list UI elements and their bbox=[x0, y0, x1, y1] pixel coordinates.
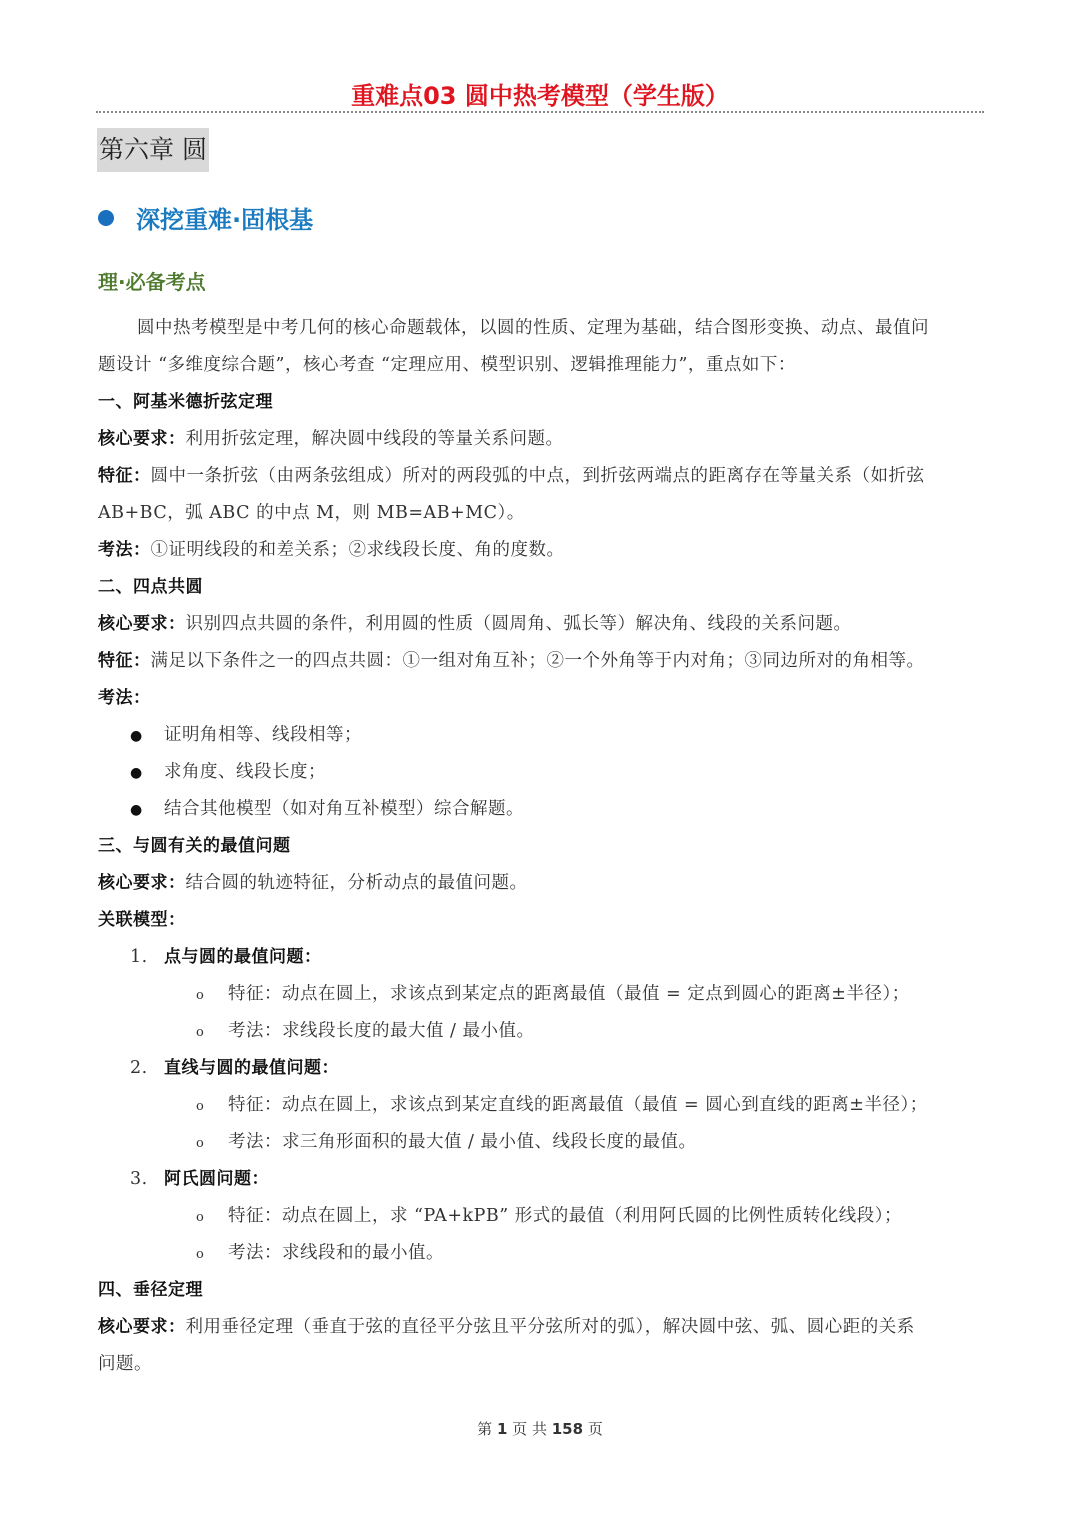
sub-heading: 理·必备考点 bbox=[98, 270, 206, 294]
s3-heading: 三、与圆有关的最值问题 bbox=[98, 836, 291, 856]
bullet-icon: ● bbox=[130, 765, 143, 781]
s2-feat: 特征：满足以下条件之一的四点共圆：①一组对角互补；②一个外角等于内对角；③同边所对的角相等。 bbox=[98, 651, 925, 671]
sub-item: o 考法：求三角形面积的最大值 / 最小值、线段长度的最值。 bbox=[98, 1124, 988, 1161]
numbered-item: 1. 点与圆的最值问题： bbox=[130, 947, 322, 967]
s1-exam: 考法：①证明线段的和差关系；②求线段长度、角的度数。 bbox=[98, 540, 565, 560]
s1-feat-cont: AB+BC，弧 ABC 的中点 M，则 MB=AB+MC）。 bbox=[98, 503, 525, 523]
s4-heading: 四、垂径定理 bbox=[98, 1280, 203, 1300]
section-heading-text: 深挖重难·固根基 bbox=[136, 206, 314, 234]
sub-item: o 特征：动点在圆上，求该点到某定直线的距离最值（最值 = 圆心到直线的距离±半径）； bbox=[98, 1087, 988, 1124]
intro-line: 圆中热考模型是中考几何的核心命题载体，以圆的性质、定理为基础，结合图形变换、动点、最值问 bbox=[137, 318, 929, 338]
circle-bullet-icon: o bbox=[196, 1136, 205, 1151]
circle-bullet-icon: o bbox=[196, 1099, 205, 1114]
page-footer: 第 1 页 共 158 页 bbox=[477, 1420, 603, 1438]
circle-bullet-icon: o bbox=[196, 1025, 205, 1040]
list-item: ● 求角度、线段长度； bbox=[98, 754, 988, 791]
s3-model-label: 关联模型： bbox=[98, 910, 186, 930]
s2-req: 核心要求：识别四点共圆的条件，利用圆的性质（圆周角、弧长等）解决角、线段的关系问题。 bbox=[98, 614, 852, 634]
circle-bullet-icon: o bbox=[196, 1247, 205, 1262]
numbered-item: 2. 直线与圆的最值问题： bbox=[130, 1058, 339, 1078]
circle-bullet-icon: o bbox=[196, 988, 205, 1003]
list-item: ● 证明角相等、线段相等； bbox=[98, 717, 988, 754]
sub-item: o 考法：求线段和的最小值。 bbox=[98, 1235, 988, 1272]
s1-req: 核心要求：利用折弦定理，解决圆中线段的等量关系问题。 bbox=[98, 429, 564, 449]
s4-req: 核心要求：利用垂径定理（垂直于弦的直径平分弦且平分弦所对的弧），解决圆中弦、弧、圆心距的关系 bbox=[98, 1317, 915, 1337]
header-divider bbox=[96, 111, 984, 113]
s1-heading: 一、阿基米德折弦定理 bbox=[98, 392, 273, 412]
section-heading bbox=[98, 200, 313, 235]
document-body bbox=[98, 310, 988, 1383]
bullet-dot-icon bbox=[98, 210, 114, 226]
s3-req: 核心要求：结合圆的轨迹特征，分析动点的最值问题。 bbox=[98, 873, 528, 893]
s1-feat: 特征：圆中一条折弦（由两条弦组成）所对的两段弧的中点，到折弦两端点的距离存在等量关系（如折弦 bbox=[98, 466, 925, 486]
sub-item: o 考法：求线段长度的最大值 / 最小值。 bbox=[98, 1013, 988, 1050]
list-item: ● 结合其他模型（如对角互补模型）综合解题。 bbox=[98, 791, 988, 828]
page-number: 1 bbox=[496, 1420, 508, 1438]
sub-item: o 特征：动点在圆上，求 “PA+kPB” 形式的最值（利用阿氏圆的比例性质转化线段）； bbox=[98, 1198, 988, 1235]
bullet-icon: ● bbox=[130, 728, 143, 744]
sub-item: o 特征：动点在圆上，求该点到某定点的距离最值（最值 = 定点到圆心的距离±半径）； bbox=[98, 976, 988, 1013]
s2-heading: 二、四点共圆 bbox=[98, 577, 203, 597]
s2-exam-label: 考法： bbox=[98, 688, 151, 708]
document-title: 重难点03 圆中热考模型（学生版） bbox=[351, 82, 729, 110]
page-total: 158 bbox=[551, 1420, 584, 1438]
circle-bullet-icon: o bbox=[196, 1210, 205, 1225]
chapter-heading: 第六章 圆 bbox=[97, 128, 209, 172]
s4-req-cont: 问题。 bbox=[98, 1354, 152, 1374]
numbered-item: 3. 阿氏圆问题： bbox=[130, 1169, 269, 1189]
intro-line: 题设计 “多维度综合题”，核心考查 “定理应用、模型识别、逻辑推理能力”，重点如下： bbox=[98, 355, 796, 375]
bullet-icon: ● bbox=[130, 802, 143, 818]
